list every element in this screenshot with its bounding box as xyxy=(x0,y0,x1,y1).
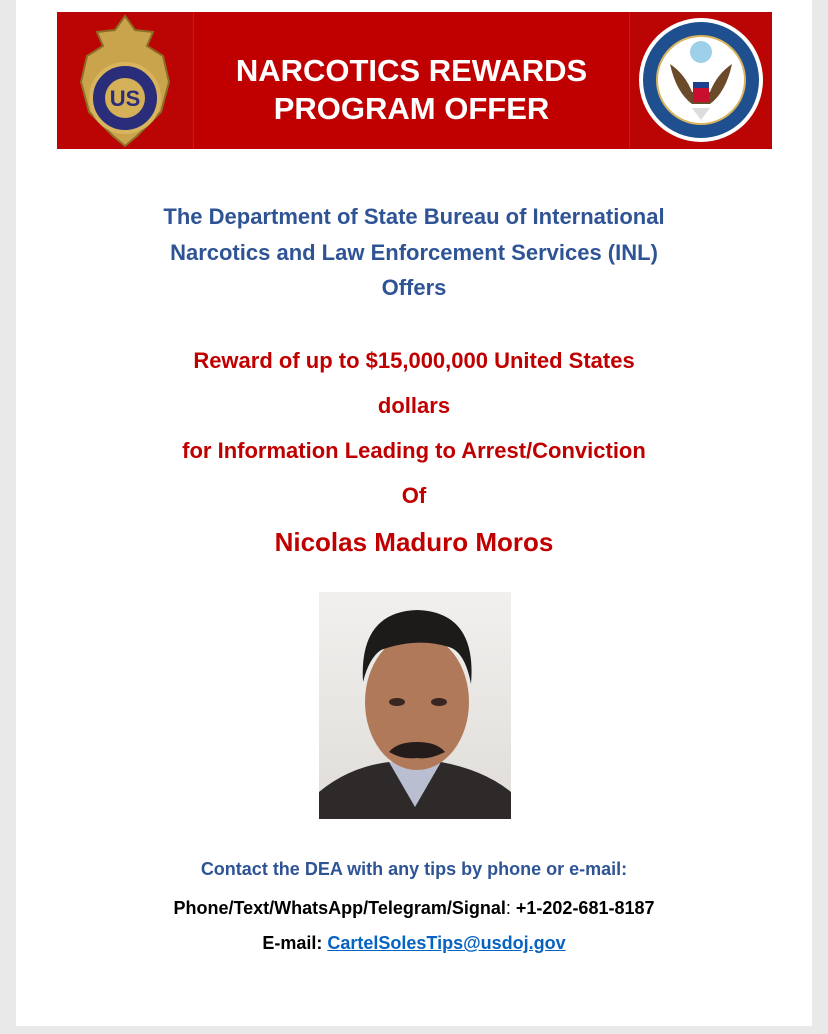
intro-line-3: Offers xyxy=(381,275,447,300)
phone-line xyxy=(0,898,828,919)
wanted-person-photo xyxy=(319,592,511,819)
banner-title xyxy=(193,52,630,128)
email-line xyxy=(0,933,828,954)
intro-line-2: Narcotics and Law Enforcement Services (INL) xyxy=(170,240,658,265)
phone-label: Phone/Text/WhatsApp/Telegram/Signal xyxy=(173,898,506,918)
reward-line-4: Of xyxy=(401,483,427,508)
reward-line-2: dollars xyxy=(377,393,451,418)
state-department-seal xyxy=(629,12,772,149)
wanted-person-name: Nicolas Maduro Moros xyxy=(274,527,554,557)
phone-separator: : xyxy=(505,898,516,918)
banner-title-line-1: NARCOTICS REWARDS xyxy=(235,53,588,88)
banner-title-line-2: PROGRAM OFFER xyxy=(273,91,550,126)
email-link[interactable]: CartelSolesTips@usdoj.gov xyxy=(327,933,566,953)
department-of-state-seal-icon xyxy=(630,12,772,149)
reward-line-1: Reward of up to $15,000,000 United States xyxy=(193,348,635,373)
phone-number: +1-202-681-8187 xyxy=(515,898,655,918)
dea-badge-icon xyxy=(57,12,193,149)
svg-text:US: US xyxy=(109,86,141,111)
header-banner xyxy=(57,12,772,149)
contact-heading: Contact the DEA with any tips by phone or e-mail: xyxy=(200,859,628,879)
reward-line-3: for Information Leading to Arrest/Conviction xyxy=(182,438,646,463)
email-label: E-mail: xyxy=(262,933,328,953)
dea-badge xyxy=(57,12,194,149)
intro-line-1: The Department of State Bureau of International xyxy=(163,204,665,229)
